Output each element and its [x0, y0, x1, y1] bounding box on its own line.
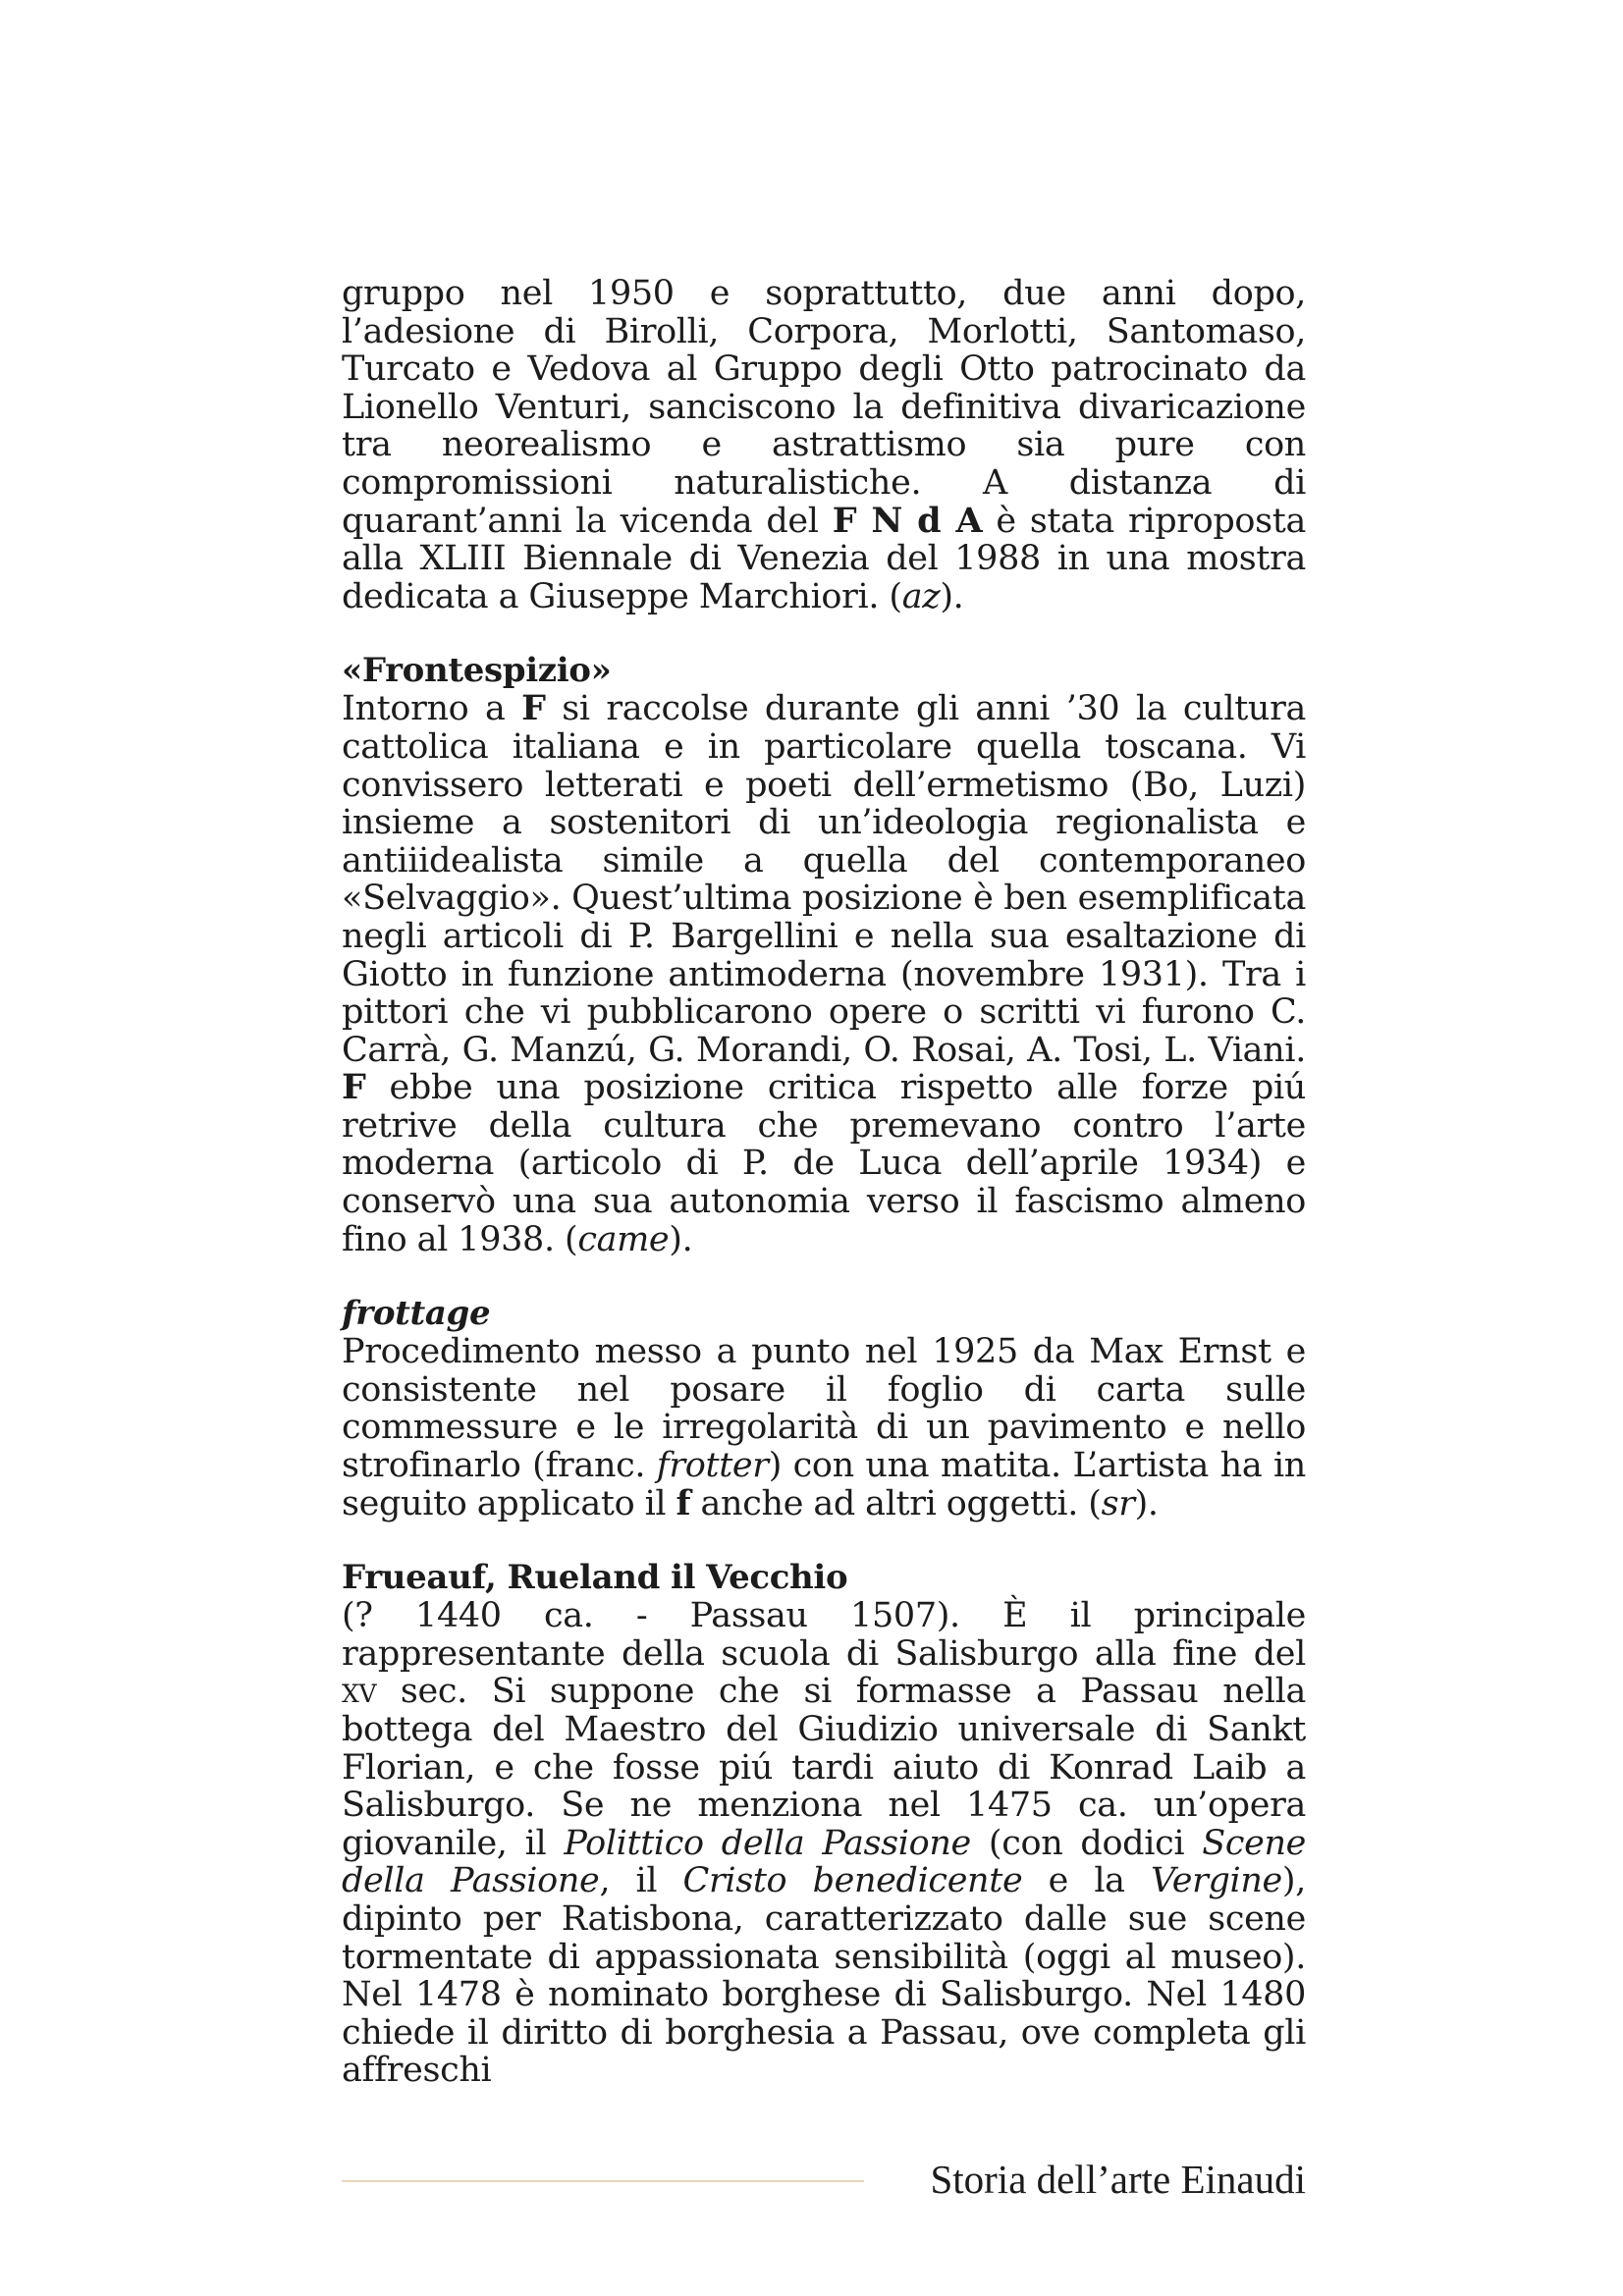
text-run: (con dodici — [970, 1823, 1203, 1863]
bold-abbreviation: F — [521, 688, 546, 729]
bold-abbreviation: f — [676, 1482, 691, 1523]
text-run: anche ad altri oggetti. ( — [690, 1483, 1102, 1523]
italic-text: came — [577, 1219, 670, 1259]
bold-abbreviation: F N d A — [832, 500, 983, 541]
entry-heading: Frueauf, Rueland il Vecchio — [342, 1558, 848, 1598]
text-run: Procedimento messo a punto nel 1925 da Max Ernst e consistente nel posare il foglio di carta sulle commessure e le irregolarità di un pavimento e nello strofinarlo (franc. — [342, 1332, 1306, 1486]
entry-body — [342, 690, 1306, 1258]
text-run: si raccolse durante gli anni ’30 la cultura cattolica italiana e in particolare quella toscana. Vi convissero letterati e poeti dell’ermetismo (Bo, Luzi) insieme a sostenitori di un’ideologia regionalista e antiiidealista simile a quella del contemporaneo «Selvaggio». Quest’ultima posizione è ben esemplificata negli articoli di P. Bargellini e nella sua esaltazione di Giotto in funzione antimoderna (novembre 1931). Tra i pittori che vi pubblicarono opere o scritti vi furono C. Carrà, G. Manzú, G. Morandi, O. Rosai, A. Tosi, L. Viani. — [342, 689, 1306, 1070]
bold-abbreviation: F — [342, 1067, 366, 1108]
intro-paragraph — [342, 275, 1306, 615]
text-run: , il — [599, 1861, 683, 1901]
italic-text: Cristo benedicente — [682, 1861, 1023, 1901]
italic-text: az — [901, 576, 941, 616]
italic-text: sr — [1101, 1483, 1135, 1523]
text-run: Intorno a — [342, 689, 522, 729]
italic-text: Polittico della Passione — [564, 1823, 971, 1863]
entry-body — [342, 1333, 1306, 1522]
text-run: ), dipinto per Ratisbona, caratterizzato dalle sue scene tormentate di appassionata sensibilità (oggi al museo). Nel 1478 è nominato borghese di Salisburgo. Nel 1480 chiede il diritto di borghesia a Passau, ove completa gli affreschi — [342, 1861, 1307, 2091]
text-run: ). — [669, 1219, 693, 1259]
footer-title: Storia dell’arte Einaudi — [930, 2157, 1306, 2202]
entry-gap — [342, 1258, 1306, 1294]
entry-body — [342, 1597, 1306, 2090]
text-run: sec. Si suppone che si formasse a Passau nella bottega del Maestro del Giudizio universale di Sankt Florian, e che fosse piú tardi aiuto di Konrad Laib a Salisburgo. Se ne menziona nel 1475 ca. un’opera giovanile, il — [342, 1672, 1306, 1863]
page-text — [342, 275, 1306, 2090]
text-run: ebbe una posizione critica rispetto alle forze piú retrive della cultura che premevano contro l’arte moderna (articolo di P. de Luca dell’aprile 1934) e conservò una sua autonomia verso il fascismo almeno fino al 1938. ( — [342, 1068, 1306, 1259]
entry-gap — [342, 1522, 1306, 1558]
text-run: ). — [1134, 1483, 1159, 1523]
entries — [342, 615, 1306, 2090]
italic-text: Scene della Passione — [342, 1823, 1306, 1901]
italic-text: Vergine — [1151, 1861, 1282, 1901]
text-run: e la — [1022, 1861, 1151, 1901]
small-caps-text: xv — [342, 1672, 377, 1712]
footer-rule — [342, 2180, 864, 2182]
entry-heading: frottage — [342, 1294, 491, 1334]
entry-heading: «Frontespizio» — [342, 651, 612, 691]
text-run: è stata riproposta alla XLIII Biennale di Venezia del 1988 in una mostra dedicata a Giuseppe Marchiori. ( — [342, 501, 1306, 616]
text-run: ). — [940, 576, 964, 616]
text-run: gruppo nel 1950 e soprattutto, due anni dopo, l’adesione di Birolli, Corpora, Morlotti, Santomaso, Turcato e Vedova al Gruppo degli Otto patrocinato da Lionello Venturi, sanciscono la definitiva divaricazione tra neorealismo e astrattismo sia pure con compromissioni naturalistiche. A distanza di quarant’anni la vicenda del — [342, 274, 1306, 541]
italic-text: frotter — [656, 1446, 769, 1486]
text-run: ) con una matita. L’artista ha in seguito applicato il — [342, 1446, 1307, 1523]
text-run: (? 1440 ca. - Passau 1507). È il principale rappresentante della scuola di Salisburgo alla fine del — [342, 1596, 1306, 1674]
entry-gap — [342, 615, 1306, 651]
